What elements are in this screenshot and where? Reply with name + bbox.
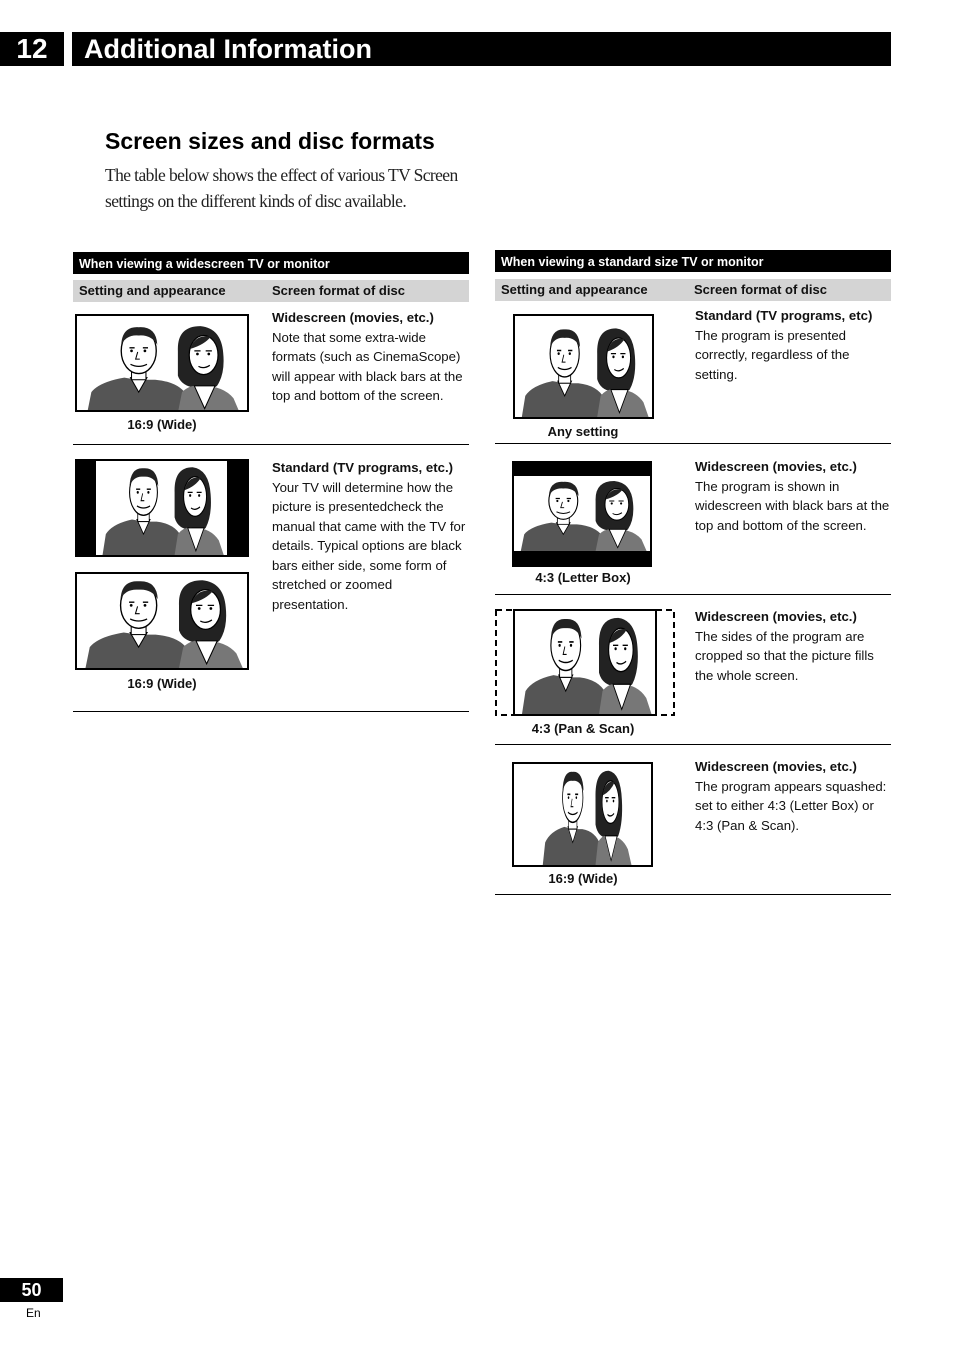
right-row2-description — [695, 457, 891, 535]
right-col-format-label: Screen format of disc — [694, 282, 827, 297]
right-row4-caption: 16:9 (Wide) — [548, 871, 618, 886]
chapter-number: 12 — [0, 32, 64, 66]
left-row1-caption: 16:9 (Wide) — [127, 417, 197, 432]
right-row1-format-title: Standard (TV programs, etc) — [695, 308, 873, 323]
right-row3-format-title: Widescreen (movies, etc.) — [695, 609, 857, 624]
right-table-title: When viewing a standard size TV or monitor — [495, 250, 891, 272]
left-row1-description — [272, 308, 472, 406]
right-row3-description — [695, 607, 891, 685]
widescreen-tv-pillarbox-illustration — [75, 459, 249, 557]
row-divider — [495, 894, 891, 895]
chapter-title: Additional Information — [72, 32, 891, 66]
section-intro: The table below shows the effect of various TV Screen settings on the different kinds of disc available. — [105, 165, 458, 211]
standard-tv-squashed-illustration — [512, 762, 653, 867]
left-row2-format-text: Your TV will determine how the picture is presentedcheck the manual that came with the TV for details. Typical options are black bars either side, some form of stretched or zoomed presentation. — [272, 479, 466, 612]
left-row1-format-text: Note that some extra-wide formats (such as CinemaScope) will appear with black bars at the top and bottom of the screen. — [272, 329, 463, 403]
row-divider — [73, 444, 469, 445]
right-row3-format-text: The sides of the program are cropped so that the picture fills the whole screen. — [695, 628, 874, 683]
row-divider — [495, 744, 891, 745]
left-col-format-label: Screen format of disc — [272, 283, 405, 298]
right-row2-format-title: Widescreen (movies, etc.) — [695, 459, 857, 474]
left-row2-caption: 16:9 (Wide) — [127, 676, 197, 691]
right-row1-description — [695, 306, 891, 384]
right-row1-format-text: The program is presented correctly, regardless of the setting. — [695, 327, 850, 382]
left-col-setting-label: Setting and appearance — [79, 283, 226, 298]
right-row1-caption: Any setting — [547, 424, 619, 439]
left-table-title: When viewing a widescreen TV or monitor — [73, 252, 469, 274]
left-row2-description — [272, 458, 472, 614]
section-title: Screen sizes and disc formats — [105, 128, 435, 154]
row-divider — [495, 443, 891, 444]
widescreen-tv-stretched-illustration — [75, 572, 249, 670]
language-code: En — [26, 1306, 41, 1320]
right-row4-format-text: The program appears squashed: set to either 4:3 (Letter Box) or 4:3 (Pan & Scan). — [695, 778, 887, 833]
row-divider — [73, 711, 469, 712]
page-number: 50 — [0, 1278, 63, 1302]
right-row2-format-text: The program is shown in widescreen with black bars at the top and bottom of the screen. — [695, 478, 890, 533]
row-divider — [495, 594, 891, 595]
right-row2-caption: 4:3 (Letter Box) — [535, 570, 631, 585]
left-row2-format-title: Standard (TV programs, etc.) — [272, 460, 453, 475]
left-row1-format-title: Widescreen (movies, etc.) — [272, 310, 434, 325]
right-col-setting-label: Setting and appearance — [501, 282, 648, 297]
standard-tv-letterbox-illustration — [512, 461, 652, 567]
standard-tv-any-setting-illustration — [513, 314, 654, 419]
left-table-column-header — [73, 280, 469, 302]
right-row4-format-title: Widescreen (movies, etc.) — [695, 759, 857, 774]
widescreen-tv-wide-illustration — [75, 314, 249, 412]
standard-tv-pan-scan-illustration — [495, 609, 675, 716]
right-table-column-header — [495, 279, 891, 301]
right-row4-description — [695, 757, 891, 835]
right-row3-caption: 4:3 (Pan & Scan) — [531, 721, 635, 736]
